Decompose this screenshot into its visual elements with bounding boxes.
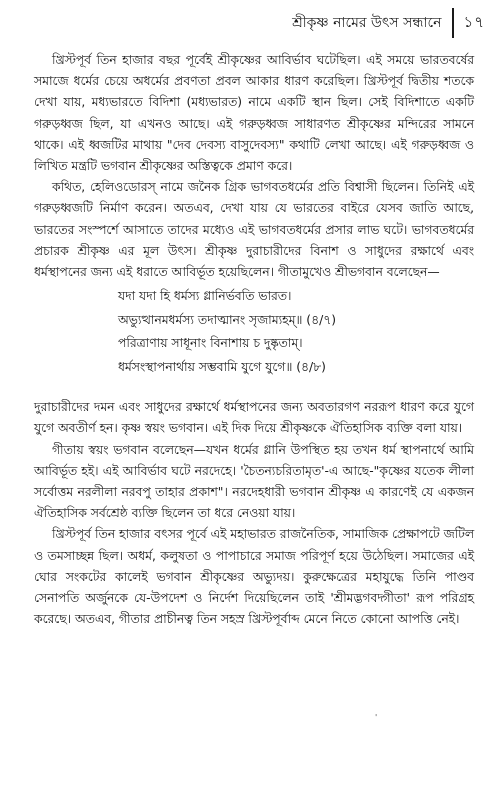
running-header xyxy=(292,8,485,38)
header-title: শ্রীকৃষ্ণ নামের উৎস সন্ধানে xyxy=(292,15,442,31)
paragraph-4: গীতায় স্বয়ং ভগবান বলেছেন—যখন ধর্মের গ্লানি উপস্থিত হয় তখন ধর্ম স্থাপনার্থে আমি আবির্ভূত হই। এই আবির্ভাব ঘটে নরদেহে। 'চৈতন্যচরিতামৃত'-এ আছে-"কৃষ্ণের যতেক লীলা সর্বোত্তম নরলীলা নরবপু তাহার প্রকাশ"। নরদেহধারী ভগবান শ্রীকৃষ্ণ এ কারণেই যে একজন ঐতিহাসিক সর্বশ্রেষ্ঠ ব্যক্তি ছিলেন তা ধরে নেওয়া যায়। xyxy=(34,442,474,521)
paragraph-2: কথিত, হেলিওডোরস্ নামে জনৈক গ্রিক ভাগবতধর্মের প্রতি বিশ্বাসী ছিলেন। তিনিই এই গরুড়ধ্বজটি নির্মাণ করেন। অতএব, দেখা যায় যে ভারতের বাইরে যেসব জাতি আছে, ভারতের সংস্পর্শে আসাতে তাদের মধ্যেও এই ভাগবতধর্মের প্রসার লাভ ঘটে। ভাগবতধর্মের প্রচারক শ্রীকৃষ্ণ এর মূল উৎস। শ্রীকৃষ্ণ দুরাচারীদের বিনাশ ও সাধুদের রক্ষার্থে এবং ধর্মস্থাপনের জন্য এই ধরাতে আবির্ভূত হয়েছিলেন। গীতামুখেও শ্রীভগবান বলেছেন— xyxy=(34,180,474,280)
verse-line-1: যদা যদা হি ধর্মস্য গ্লানির্ভবতি ভারত। xyxy=(118,289,292,304)
verse-gap xyxy=(34,385,474,397)
verse-line-4: ধর্মসংস্থাপনার্থায় সম্ভবামি যুগে যুগে॥ (৪/৮) xyxy=(118,359,326,374)
body-text xyxy=(34,50,474,630)
gita-verse xyxy=(34,285,474,379)
verse-line-3: পরিত্রাণায় সাধূনাং বিনাশায় চ দুষ্কৃতাম্। xyxy=(118,336,303,351)
stray-mark: ' xyxy=(375,713,378,722)
paragraph-1: খ্রিস্টপূর্ব তিন হাজার বছর পূর্বেই শ্রীকৃষ্ণের আবির্ভাব ঘটেছিল। এই সময়ে ভারতবর্ষের সমাজে ধর্মের চেয়ে অধর্মের প্রবণতা প্রবল আকার ধারণ করেছিল। খ্রিস্টপূর্ব দ্বিতীয় শতকে দেখা যায়, মধ্যভারতে বিদিশা (মধ্যভারত) নামে একটি স্থান ছিল। সেই বিদিশাতে একটি গরুড়ধ্বজ ছিল, যা এখনও আছে। এই গরুড়ধ্বজ সাধারণত শ্রীকৃষ্ণের মন্দিরের সামনে থাকে। এই ধ্বজটির মাথায় "দেব দেবস্য বাসুদেবস্য" কথাটি লেখা আছে। এই গরুড়ধ্বজ ও লিখিত মন্ত্রটি ভগবান শ্রীকৃষ্ণের অস্তিত্বকে প্রমাণ করে। xyxy=(34,53,474,174)
page-number: ১৭ xyxy=(463,12,485,31)
verse-line-2: অভ্যুত্থানমধর্মস্য তদাত্মানং সৃজাম্যহম্॥ (৪/৭) xyxy=(118,312,337,327)
paragraph-5: খ্রিস্টপূর্ব তিন হাজার বৎসর পূর্বে এই মহাভারত রাজনৈতিক, সামাজিক প্রেক্ষাপটে জটিল ও তমসাচ্ছন্ন ছিল। অধর্ম, কলুষতা ও পাপাচারে সমাজ পরিপূর্ণ হয়ে উঠেছিল। সমাজের এই ঘোর সংকটের কালেই ভগবান শ্রীকৃষ্ণের অভ্যুদয়। কুরুক্ষেত্রের মহাযুদ্ধে তিনি পাণ্ডব সেনাপতি অর্জুনকে যে-উপদেশ ও নির্দেশ দিয়েছিলেন তাই 'শ্রীমদ্ভগবদ্গীতা' রূপ পরিগ্রহ করেছে। অতএব, গীতার প্রাচীনত্ব তিন সহস্র খ্রিস্টপূর্বাব্দ মেনে নিতে কোনো আপত্তি নেই। xyxy=(34,527,474,627)
header-divider xyxy=(452,8,454,38)
paragraph-3: দুরাচারীদের দমন এবং সাধুদের রক্ষার্থে ধর্মস্থাপনের জন্য অবতারগণ নররূপ ধারণ করে যুগে যুগে অবতীর্ণ হন। কৃষ্ণ স্বয়ং ভগবান। এই দিক দিয়ে শ্রীকৃষ্ণকে ঐতিহাসিক ব্যক্তি বলা যায়। xyxy=(34,400,474,436)
